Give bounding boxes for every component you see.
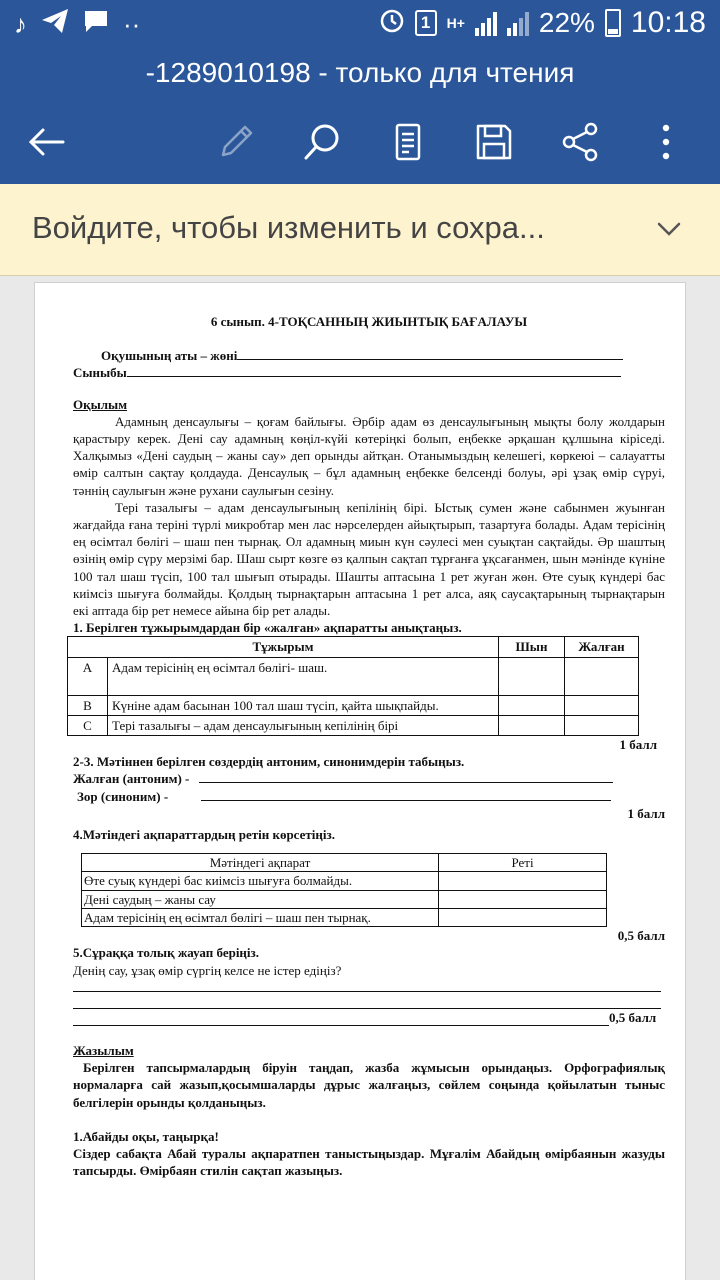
alarm-icon xyxy=(379,7,405,40)
q4-row-text: Дені саудың – жаны сау xyxy=(82,890,439,908)
q23-synonym-label: Зор (синоним) - xyxy=(77,788,169,804)
sign-in-banner[interactable] xyxy=(0,184,720,276)
status-left xyxy=(14,8,140,41)
table-row xyxy=(68,657,639,695)
q1-row-text: Күніне адам басынан 100 тал шаш түсіп, қайта шықпайды. xyxy=(108,695,499,715)
q4-title: 4.Мәтіндегі ақпараттардың ретін көрсетіңіз. xyxy=(73,827,335,843)
q5-score: 0,5 балл xyxy=(609,1009,657,1025)
q1-row-true-cell[interactable] xyxy=(499,695,565,715)
network-type: H+ xyxy=(446,15,465,31)
q1-row-true-cell[interactable] xyxy=(499,715,565,735)
document-view-icon xyxy=(387,121,429,163)
reading-view-button[interactable] xyxy=(380,114,436,170)
save-icon xyxy=(473,121,515,163)
status-right xyxy=(379,6,706,40)
q1-row-letter: В xyxy=(68,695,108,715)
reading-paragraph-1: Адамның денсаулығы – қоғам байлығы. Әрбір адам өз денсаулығының мықты болу жолдарын қарастыру керек. Дені сау адамның көңіл-күйі көтеріңкі болып, еңбекке әрқашан құлшына кіріседі. Халқымыз «Дені саудың – жаны сау» деп орынды айтқан. Отанымыздың келешегі, көркеюі – салауатты өмір салтын сақтау қолдауда. Денсаулық – бұл адамның еңбекке белсенді болуы, әрі ұзақ өмір сүруі, тәннің саулығын және рухани саулығын сезіну. xyxy=(73,413,665,498)
back-arrow-icon xyxy=(25,121,67,163)
battery-percent: 22% xyxy=(538,7,595,38)
table-row xyxy=(68,715,639,735)
q5-answer-line-3-row xyxy=(73,1009,665,1026)
q1-row-false-cell[interactable] xyxy=(565,657,639,695)
q1-header-true: Шын xyxy=(499,637,565,657)
q23-synonym-line xyxy=(73,788,665,805)
writing-instructions: Берілген тапсырмалардың біруін таңдап, жазба жұмысын орындаңыз. Орфографиялық нормаларға сай жазып,қосымшаларды дұрыс жалғаңыз, сөйлем соңында қойылатын тыныс белгілерін орынды қолданыңыз. xyxy=(73,1060,665,1110)
document-heading: 6 сынып. 4-ТОҚСАННЫҢ ЖИЫНТЫҚ БАҒАЛАУЫ xyxy=(210,314,528,329)
q5-title: 5.Сұраққа толық жауап беріңіз. xyxy=(73,945,260,961)
search-button[interactable] xyxy=(294,114,350,170)
q1-title: 1. Берілген тұжырымдардан бір «жалған» ақпаратты анықтаңыз. xyxy=(73,620,462,636)
document-page[interactable] xyxy=(34,282,686,1280)
q4-row-text: Адам терісінің ең өсімтал бөлігі – шаш пен тырнақ. xyxy=(82,908,439,926)
q23-score: 1 балл xyxy=(627,805,665,821)
q1-row-letter: С xyxy=(68,715,108,735)
q23-antonym-line xyxy=(73,770,665,787)
telegram-icon xyxy=(41,8,69,41)
student-name-blank xyxy=(237,348,623,360)
signal-2-icon xyxy=(507,10,529,36)
battery-icon xyxy=(605,9,621,37)
share-icon xyxy=(559,121,601,163)
q1-score: 1 балл xyxy=(619,737,657,753)
edit-button[interactable] xyxy=(208,114,264,170)
more-vertical-icon xyxy=(645,121,687,163)
document-title: -1289010198 - только для чтения xyxy=(0,48,720,100)
writing-label: Жазылым xyxy=(73,1042,134,1058)
reading-paragraph-2: Тері тазалығы – адам денсаулығының кепілінің бірі. Ыстық сумен және сабынмен жуынған жағдайда ғана теріні түрлі микробтар мен лас нәрселерден айықтырып, тазартуға болады. Адам терісінің ең өсімтал бөлігі – шаш пен тырнақ. Ол адамның миын күн сәулесі мен суықтан сақтайды. Әр шаштың өзінің өмір сүру мерзімі бар. Шаш сырт көзге өз қалпын сақтап тұрғанға ұқсағанмен, шын мәнінде күніне 100 тал шаш түсіп, 100 тал шығып отырады. Шашты аптасына 1 рет жуған жөн. Өте суық күндері бас киімсіз шығуға болмайды. Қолдың тырнақтарын аптасына 1 рет алса, аяқ саусақтарының тырнақтарын екі аптада бір рет немесе айына бір рет алады. xyxy=(73,499,665,619)
q5-question: Денің сау, ұзақ өмір сүргің келсе не істер едіңіз? xyxy=(73,962,342,978)
q1-row-letter: А xyxy=(68,657,108,695)
class-line xyxy=(73,364,665,381)
table-row xyxy=(82,890,607,908)
chevron-down-icon[interactable] xyxy=(654,214,684,244)
q5-answer-line-1[interactable] xyxy=(73,979,661,992)
q4-row-text: Өте суық күндері бас киімсіз шығуға болмайды. xyxy=(82,872,439,890)
task1-title: 1.Абайды оқы, таңырқа! xyxy=(73,1128,219,1144)
q5-answer-line-3[interactable] xyxy=(73,1011,609,1026)
q1-table-header xyxy=(68,637,639,657)
pencil-icon xyxy=(215,121,257,163)
q1-row-false-cell[interactable] xyxy=(565,715,639,735)
q4-row-order-cell[interactable] xyxy=(439,890,607,908)
q4-table xyxy=(81,853,607,927)
toolbar xyxy=(0,100,720,184)
table-row xyxy=(68,695,639,715)
student-name-line xyxy=(73,347,665,364)
clock: 10:18 xyxy=(630,6,706,39)
search-icon xyxy=(301,121,343,163)
signal-icon xyxy=(475,10,497,36)
q5-answer-line-2[interactable] xyxy=(73,992,661,1009)
q1-row-false-cell[interactable] xyxy=(565,695,639,715)
q4-row-order-cell[interactable] xyxy=(439,872,607,890)
q1-row-true-cell[interactable] xyxy=(499,657,565,695)
q4-header-order: Реті xyxy=(439,854,607,872)
music-note-icon: ♪ xyxy=(14,9,27,39)
q4-score: 0,5 балл xyxy=(617,928,665,944)
table-row xyxy=(82,908,607,926)
task1-text: Сіздер сабақта Абай туралы ақпаратпен таныстыңыздар. Мұғалім Абайдың өмірбаянын жазуды тапсырды. Өмірбаян стилін сақтап жазыңыз. xyxy=(73,1145,665,1179)
q23-antonym-blank[interactable] xyxy=(199,771,613,783)
sim-icon: 1 xyxy=(415,10,437,36)
student-name-label: Оқушының аты – жөні xyxy=(101,348,238,364)
q1-table xyxy=(67,636,639,736)
class-label: Сыныбы xyxy=(73,365,127,381)
q1-header-statement: Тұжырым xyxy=(68,637,499,657)
q1-row-text: Адам терісінің ең өсімтал бөлігі- шаш. xyxy=(108,657,499,695)
q23-synonym-blank[interactable] xyxy=(201,789,611,801)
back-button[interactable] xyxy=(18,114,74,170)
q23-antonym-label: Жалған (антоним) - xyxy=(73,771,190,787)
share-button[interactable] xyxy=(552,114,608,170)
more-options-button[interactable] xyxy=(638,114,694,170)
save-button[interactable] xyxy=(466,114,522,170)
q23-title: 2-3. Мәтіннен берілген сөздердің антоним, синонимдерін табыңыз. xyxy=(73,754,465,770)
document-content xyxy=(73,313,665,1179)
table-row xyxy=(82,872,607,890)
q1-row-text: Тері тазалығы – адам денсаулығының кепілінің бірі xyxy=(108,715,499,735)
more-notifications-icon: ·· xyxy=(123,9,141,39)
q4-row-order-cell[interactable] xyxy=(439,908,607,926)
q4-header-info: Мәтіндегі ақпарат xyxy=(82,854,439,872)
reading-label: Оқылым xyxy=(73,396,128,412)
q4-table-header xyxy=(82,854,607,872)
sign-in-banner-text: Войдите, чтобы изменить и сохра... xyxy=(32,210,545,245)
class-blank xyxy=(127,365,621,377)
status-bar xyxy=(0,0,720,48)
message-icon xyxy=(83,8,109,41)
q1-header-false: Жалған xyxy=(565,637,639,657)
